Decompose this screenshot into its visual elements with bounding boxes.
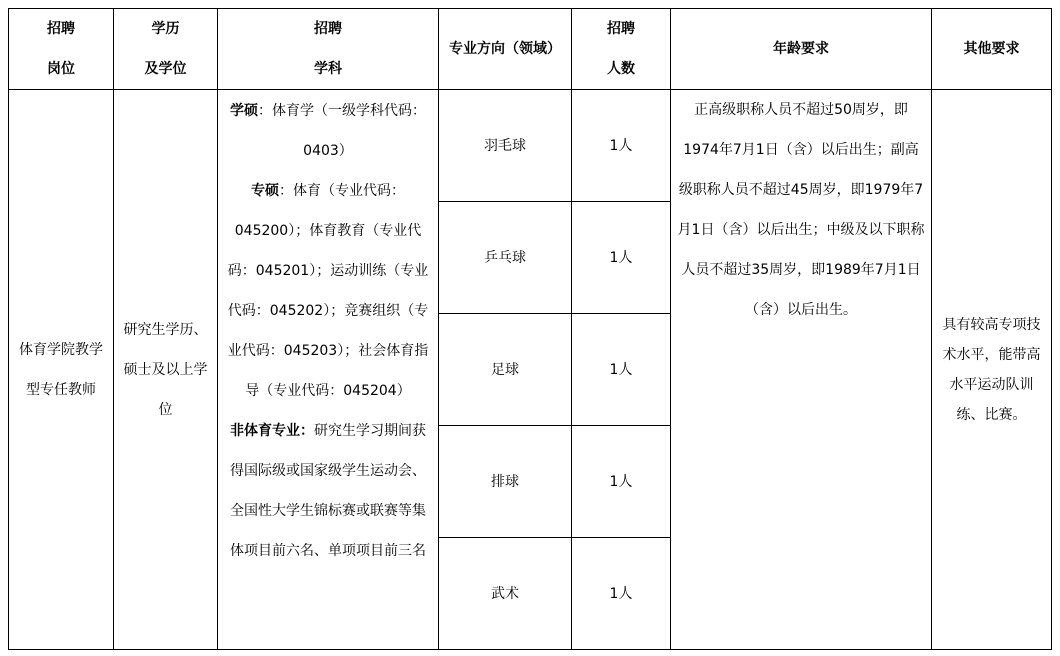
age-cell: 正高级职称人员不超过50周岁，即1974年7月1日（含）以后出生；副高级职称人员不超过45周岁，即1979年7月1日（含）以后出生；中级及以下职称人员不超过35周岁，即1989年7月1日（含）以后出生。 xyxy=(671,90,932,650)
direction-cell: 武术 xyxy=(439,538,572,650)
header-position-line1: 招聘 xyxy=(47,21,75,37)
header-subject-line2: 学科 xyxy=(314,61,342,77)
header-education-line1: 学历 xyxy=(151,21,180,37)
education-text: 研究生学历、硕士及以上学位 xyxy=(123,321,208,418)
table-row xyxy=(9,90,1052,202)
count-cell: 1人 xyxy=(572,314,671,426)
direction-cell: 足球 xyxy=(439,314,572,426)
position-cell xyxy=(9,90,114,650)
subject-non-pe-text: 研究生学习期间获得国际级或国家级学生运动会、全国性大学生锦标赛或联赛等集体项目前六名、单项项目前三名 xyxy=(230,423,426,559)
subject-professional-label: 专硕 xyxy=(251,183,279,199)
header-count xyxy=(572,9,671,90)
header-count-line2: 人数 xyxy=(607,61,635,77)
position-text: 体育学院教学型专任教师 xyxy=(19,341,103,398)
recruitment-table xyxy=(8,8,1052,650)
subject-academic-label: 学硕 xyxy=(230,103,258,119)
header-position-line2: 岗位 xyxy=(47,61,75,77)
count-cell: 1人 xyxy=(572,426,671,538)
header-subject-line1: 招聘 xyxy=(314,21,342,37)
count-cell: 1人 xyxy=(572,202,671,314)
count-cell: 1人 xyxy=(572,538,671,650)
subject-professional-text: ：体育（专业代码：045200）；体育教育（专业代码：045201）；运动训练（专业代码：045202）；竞赛组织（专业代码：045203）；社会体育指导（专业代码：045204） xyxy=(227,183,429,399)
other-cell: 具有较高专项技术水平，能带高水平运动队训练、比赛。 xyxy=(932,90,1052,650)
direction-cell: 羽毛球 xyxy=(439,90,572,202)
education-cell xyxy=(114,90,218,650)
header-education-line2: 及学位 xyxy=(144,61,187,77)
header-direction: 专业方向（领域） xyxy=(439,9,572,90)
header-education xyxy=(114,9,218,90)
header-other: 其他要求 xyxy=(932,9,1052,90)
header-age: 年龄要求 xyxy=(671,9,932,90)
direction-cell: 乒乓球 xyxy=(439,202,572,314)
header-subject xyxy=(218,9,439,90)
subject-academic-text: ：体育学（一级学科代码：0403） xyxy=(258,103,426,159)
header-row xyxy=(9,9,1052,90)
header-position xyxy=(9,9,114,90)
subject-cell xyxy=(218,90,439,650)
header-count-line1: 招聘 xyxy=(607,21,635,37)
direction-cell: 排球 xyxy=(439,426,572,538)
subject-non-pe-label: 非体育专业： xyxy=(230,423,314,439)
count-cell: 1人 xyxy=(572,90,671,202)
